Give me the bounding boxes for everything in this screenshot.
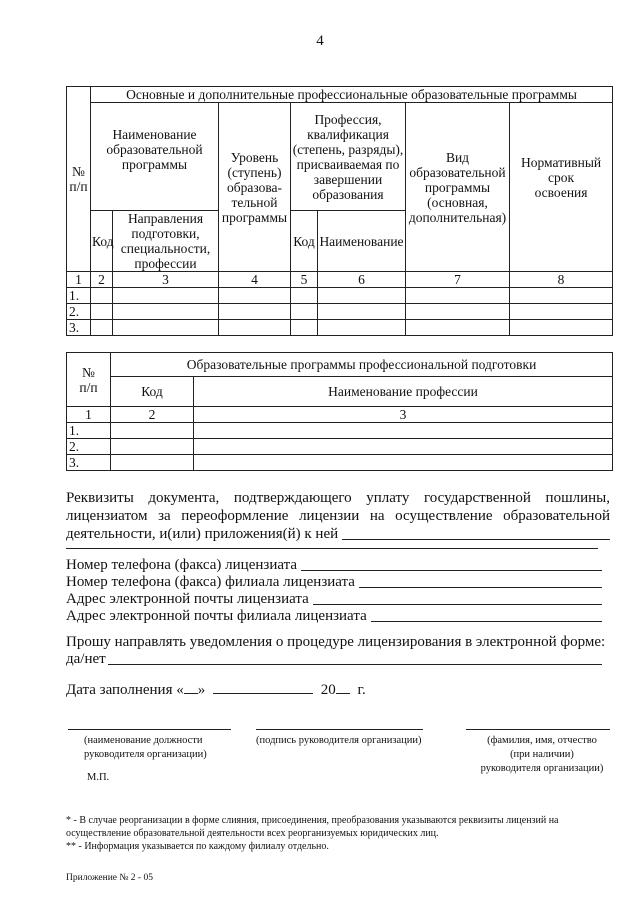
numbering-row: 1 2 3 (67, 407, 613, 423)
branch-phone-input-line[interactable] (359, 573, 602, 588)
month-input-line[interactable] (213, 679, 313, 694)
col-profession-header: Профессия, квалификация (степень, разряды), присваиваемая по завершении образования (291, 103, 406, 211)
col-directions-header: Направления подготовки, специальности, профессии (113, 211, 219, 272)
appendix-label: Приложение № 2 - 05 (66, 873, 153, 883)
table1-title: Основные и дополнительные профессиональные образовательные программы (91, 87, 613, 103)
requisites-line-3: деятельности, и(или) приложения(й) к ней (66, 525, 610, 543)
t2-col-profession-header: Наименование профессии (194, 377, 613, 407)
name-signature-line[interactable] (466, 729, 610, 730)
col-prof-name-header: Наименование (318, 211, 406, 272)
col-code-header: Код (91, 211, 113, 272)
phone-field: Номер телефона (факса) лицензиата (66, 556, 602, 574)
col-number-header: № п/п (67, 87, 91, 272)
phone-input-line[interactable] (301, 556, 602, 571)
t2-col-number-header: № п/п (67, 353, 111, 407)
col-level-header: Уровень (ступень) образова- тельной программы (219, 103, 291, 272)
name-caption: (фамилия, имя, отчество (при наличии) руководителя организации) (480, 735, 604, 774)
table-row: 3. (67, 455, 613, 471)
requisites-extra-line[interactable] (66, 548, 598, 549)
stamp-placeholder: М.П. (87, 772, 110, 783)
email-input-line[interactable] (313, 590, 602, 605)
requisites-input-line[interactable] (342, 525, 610, 540)
col-term-header: Нормативный срок освоения (510, 103, 613, 272)
footnote-2: ** - Информация указывается по каждому филиалу отдельно. (66, 841, 329, 852)
table-row: 3. (67, 320, 613, 336)
table-row: 2. (67, 304, 613, 320)
page-number: 4 (316, 33, 324, 49)
col-prof-code-header: Код (291, 211, 318, 272)
table-row: 1. (67, 423, 613, 439)
notification-line-1: Прошу направлять уведомления о процедуре лицензирования в электронной форме: (66, 634, 606, 650)
table2-title: Образовательные программы профессиональной подготовки (111, 353, 613, 377)
day-input-line[interactable] (184, 679, 198, 694)
vocational-training-table (66, 352, 613, 471)
position-signature-line[interactable] (68, 729, 231, 730)
position-caption: (наименование должности руководителя организации) (84, 735, 207, 760)
requisites-line-1: Реквизиты документа, подтверждающего уплату государственной пошлины, (66, 490, 610, 506)
notification-line-2: да/нет (66, 650, 602, 668)
email-field: Адрес электронной почты лицензиата (66, 590, 602, 608)
year-input-line[interactable] (336, 679, 350, 694)
requisites-line-2: лицензиатом за переоформление лицензии на осуществление образовательной (66, 508, 610, 524)
branch-email-input-line[interactable] (371, 607, 602, 622)
notification-input-line[interactable] (108, 650, 602, 665)
col-program-name-header: Наименование образовательной программы (91, 103, 219, 211)
professional-programs-table (66, 86, 613, 336)
fill-date: Дата заполнения « » 20 г. (66, 679, 366, 699)
signature-caption: (подпись руководителя организации) (256, 735, 422, 746)
footnote-1: * - В случае реорганизации в форме слияния, присоединения, преобразования указываются реквизиты лицензий на осуществление образовательной деятельности всех реорганизуемых юридических лиц. (66, 815, 559, 839)
branch-phone-field: Номер телефона (факса) филиала лицензиата (66, 573, 602, 591)
col-type-header: Вид образовательной программы (основная, дополнительная) (406, 103, 510, 272)
t2-col-code-header: Код (111, 377, 194, 407)
table-row: 1. (67, 288, 613, 304)
branch-email-field: Адрес электронной почты филиала лицензиата (66, 607, 602, 625)
numbering-row: 1 2 3 4 5 6 7 8 (67, 272, 613, 288)
table-row: 2. (67, 439, 613, 455)
signature-line[interactable] (256, 729, 423, 730)
